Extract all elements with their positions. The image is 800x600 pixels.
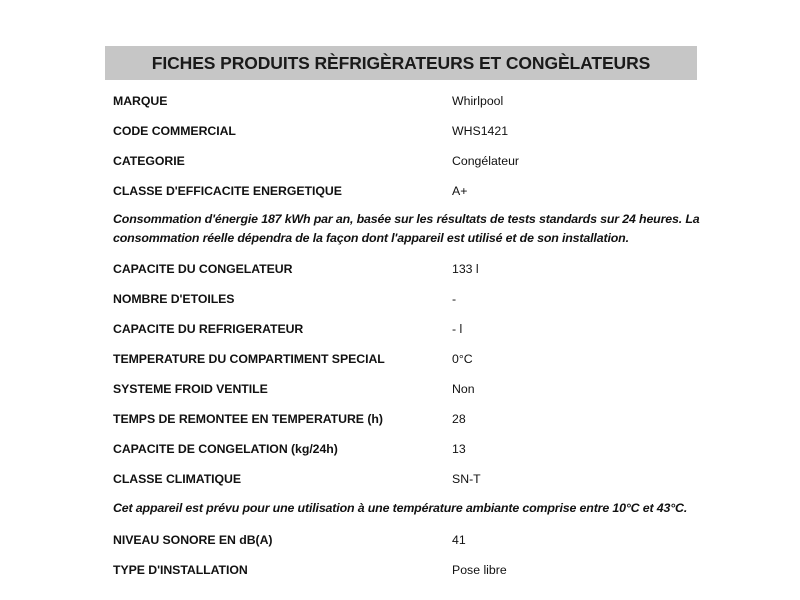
table-row	[0, 146, 800, 176]
spec-label: CODE COMMERCIAL	[113, 124, 236, 138]
spec-label: CLASSE D'EFFICACITE ENERGETIQUE	[113, 184, 342, 198]
spec-label: SYSTEME FROID VENTILE	[113, 382, 268, 396]
spec-value: - l	[452, 322, 463, 336]
spec-label: CATEGORIE	[113, 154, 185, 168]
table-row	[0, 254, 800, 284]
table-row	[0, 116, 800, 146]
spec-group-installation	[0, 525, 800, 585]
table-row	[0, 525, 800, 555]
table-row	[0, 434, 800, 464]
spec-value: Whirlpool	[452, 94, 504, 108]
spec-label: CAPACITE DE CONGELATION (kg/24h)	[113, 442, 338, 456]
table-row	[0, 374, 800, 404]
table-row	[0, 555, 800, 585]
spec-group-general	[0, 86, 800, 206]
table-row	[0, 404, 800, 434]
spec-label: TEMPS DE REMONTEE EN TEMPERATURE (h)	[113, 412, 383, 426]
spec-group-capacities	[0, 254, 800, 494]
spec-label: CAPACITE DU CONGELATEUR	[113, 262, 293, 276]
spec-value: 0°C	[452, 352, 473, 366]
table-row	[0, 344, 800, 374]
climate-class-note: Cet appareil est prévu pour une utilisation à une température ambiante comprise entre 10°C et 43°C.	[113, 501, 688, 515]
spec-value: SN-T	[452, 472, 481, 486]
spec-value: 28	[452, 412, 466, 426]
spec-value: A+	[452, 184, 468, 198]
spec-label: MARQUE	[113, 94, 168, 108]
spec-value: -	[452, 292, 457, 306]
spec-label: NIVEAU SONORE EN dB(A)	[113, 533, 273, 547]
spec-list	[0, 86, 800, 585]
energy-consumption-note: Consommation d'énergie 187 kWh par an, basée sur les résultats de tests standards sur 24 heures. La consommation réelle dépendra de la façon dont l'appareil est utilisé et de son installation.	[113, 212, 700, 245]
spec-label: CAPACITE DU REFRIGERATEUR	[113, 322, 304, 336]
spec-value: WHS1421	[452, 124, 509, 138]
table-row	[0, 464, 800, 494]
page-title-bar	[105, 46, 697, 80]
spec-label: NOMBRE D'ETOILES	[113, 292, 235, 306]
spec-value: 13	[452, 442, 466, 456]
table-row	[0, 176, 800, 206]
table-row	[0, 314, 800, 344]
spec-label: CLASSE CLIMATIQUE	[113, 472, 242, 486]
table-row	[0, 284, 800, 314]
page-title: FICHES PRODUITS RÈFRIGÈRATEURS ET CONGÈLATEURS	[151, 52, 651, 73]
spec-label: TEMPERATURE DU COMPARTIMENT SPECIAL	[113, 352, 385, 366]
table-row	[0, 86, 800, 116]
spec-value: 133 l	[452, 262, 479, 276]
spec-label: TYPE D'INSTALLATION	[113, 563, 248, 577]
spec-value: Congélateur	[452, 154, 519, 168]
spec-value: Non	[452, 382, 475, 396]
spec-value: Pose libre	[452, 563, 507, 577]
spec-value: 41	[452, 533, 466, 547]
